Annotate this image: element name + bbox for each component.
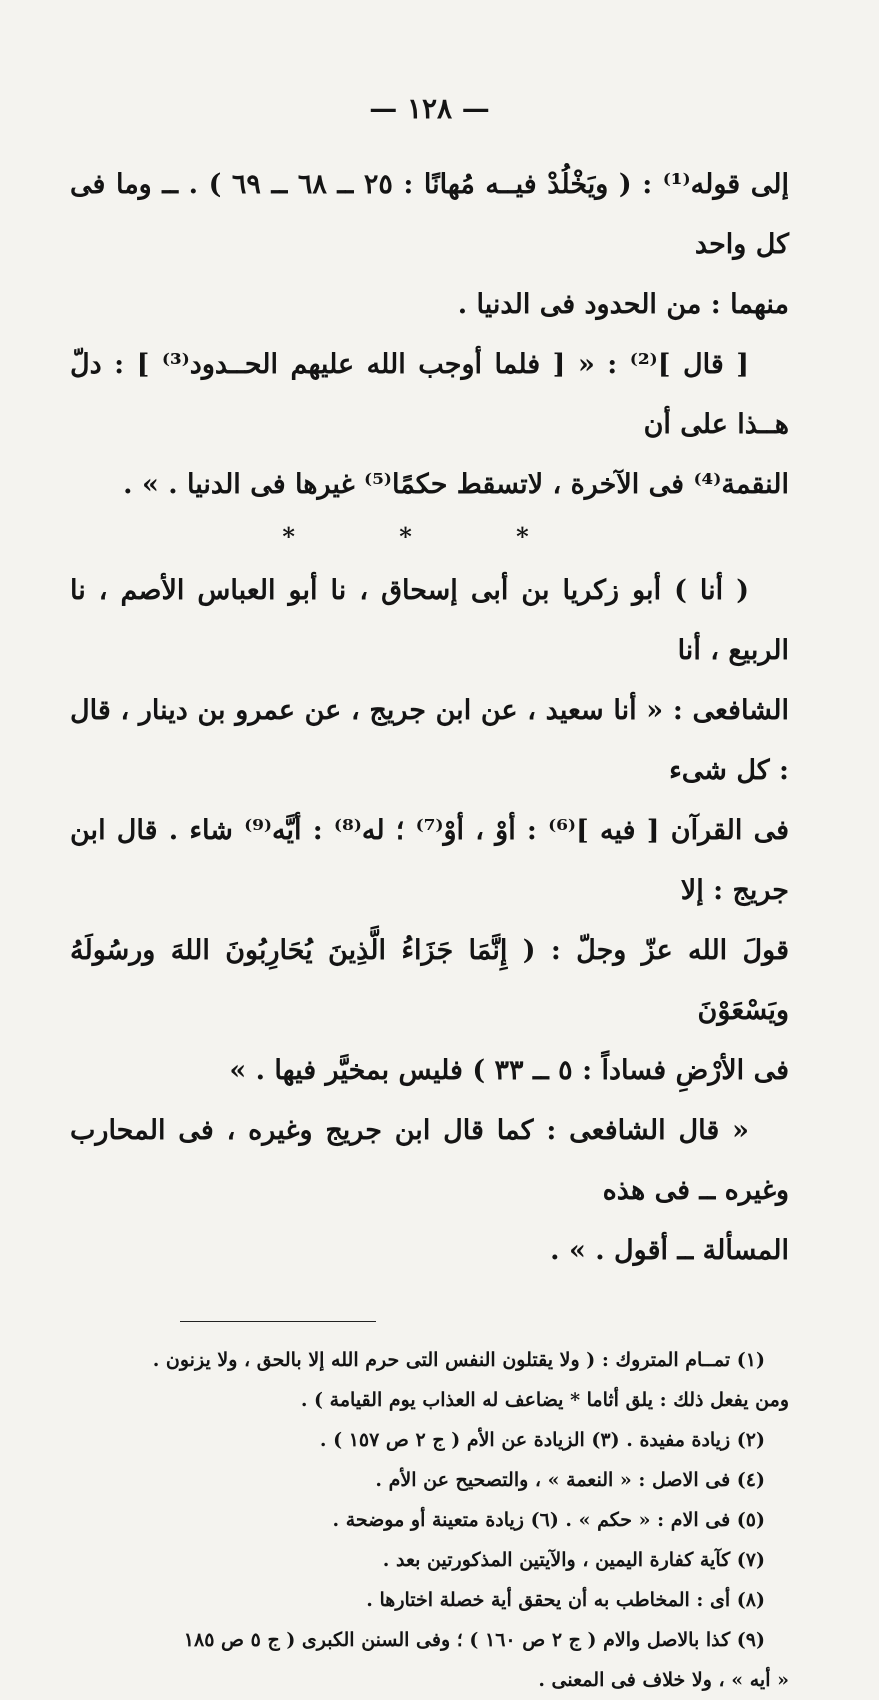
text-line: « قال الشافعى : كما قال ابن جريج وغيره ، فى المحارب وغيره ــ فى هذه	[70, 1115, 789, 1206]
footnote-line: (٩) كذا بالاصل والام ( ج ٢ ص ١٦٠ ) ؛ وفى السنن الكبرى ( ج ٥ ص ١٨٥	[183, 1629, 765, 1651]
text-line: إلى قوله⁽¹⁾ : ( ويَخْلُدْ فيــه مُهانًا : ٢٥ ــ ٦٨ ــ ٦٩ ) . ــ وما فى كل واحد	[70, 169, 789, 260]
paragraph-3	[70, 561, 789, 1101]
footnote-line: (١) تمــام المتروك : ( ولا يقتلون النفس التى حرم الله إلا بالحق ، ولا يزنون .	[152, 1349, 765, 1371]
text-line: الشافعى : « أنا سعيد ، عن ابن جريج ، عن عمرو بن دينار ، قال : كل شىء	[70, 695, 789, 786]
footnote-divider	[180, 1321, 376, 1322]
section-separator: * * *	[282, 522, 577, 551]
text-line: قولَ الله عزّ وجلّ : ( إِنَّمَا جَزَاءُ الَّذِينَ يُحَارِبُونَ اللهَ ورسُولَهُ ويَسْعَوْنَ	[70, 935, 789, 1026]
footnote-line: (٥) فى الام : « حكم » . (٦) زيادة متعينة أو موضحة .	[332, 1509, 765, 1531]
text-line: فى الأرْضِ فساداً : ٥ ــ ٣٣ ) فليس بمخيَّر فيها . »	[229, 1055, 789, 1086]
footnote-line: (٤) فى الاصل : « النعمة » ، والتصحيح عن الأم .	[375, 1469, 765, 1491]
page-number: — ١٢٨ —	[369, 92, 490, 125]
footnote-line: ومن يفعل ذلك : يلق أثاما * يضاعف له العذاب يوم القيامة ) .	[300, 1389, 789, 1411]
footnote-line: (٧) كآية كفارة اليمين ، والآيتين المذكورتين بعد .	[382, 1549, 765, 1571]
footnote-line: (٢) زيادة مفيدة . (٣) الزيادة عن الأم ( ج ٢ ص ١٥٧ ) .	[319, 1429, 765, 1451]
paragraph-2	[70, 335, 789, 515]
text-line: [ قال ]⁽²⁾ : « [ فلما أوجب الله عليهم الحــدود⁽³⁾ ] : دلّ هــذا على أن	[70, 349, 789, 440]
footnotes	[70, 1340, 789, 1700]
text-line: فى القرآن [ فيه ]⁽⁶⁾ : أوْ ، أوْ⁽⁷⁾ ؛ له⁽⁸⁾ : أيَّه⁽⁹⁾ شاء . قال ابن جريج : إلا	[70, 815, 790, 906]
footnote-line: « أيه » ، ولا خلاف فى المعنى .	[538, 1669, 789, 1691]
paragraph-4	[70, 1101, 789, 1281]
footnote-line: (٨) أى : المخاطب به أن يحقق أية خصلة اختارها .	[366, 1589, 765, 1611]
text-line: منهما : من الحدود فى الدنيا .	[457, 289, 789, 320]
text-line: المسألة ــ أقول . » .	[550, 1235, 789, 1266]
main-text	[70, 155, 789, 1281]
paragraph-1	[70, 155, 789, 335]
text-line: النقمة⁽⁴⁾ فى الآخرة ، لاتسقط حكمًا⁽⁵⁾ غيرها فى الدنيا . » .	[123, 469, 789, 500]
text-line: ( أنا ) أبو زكريا بن أبى إسحاق ، نا أبو العباس الأصم ، نا الربيع ، أنا	[70, 575, 789, 666]
